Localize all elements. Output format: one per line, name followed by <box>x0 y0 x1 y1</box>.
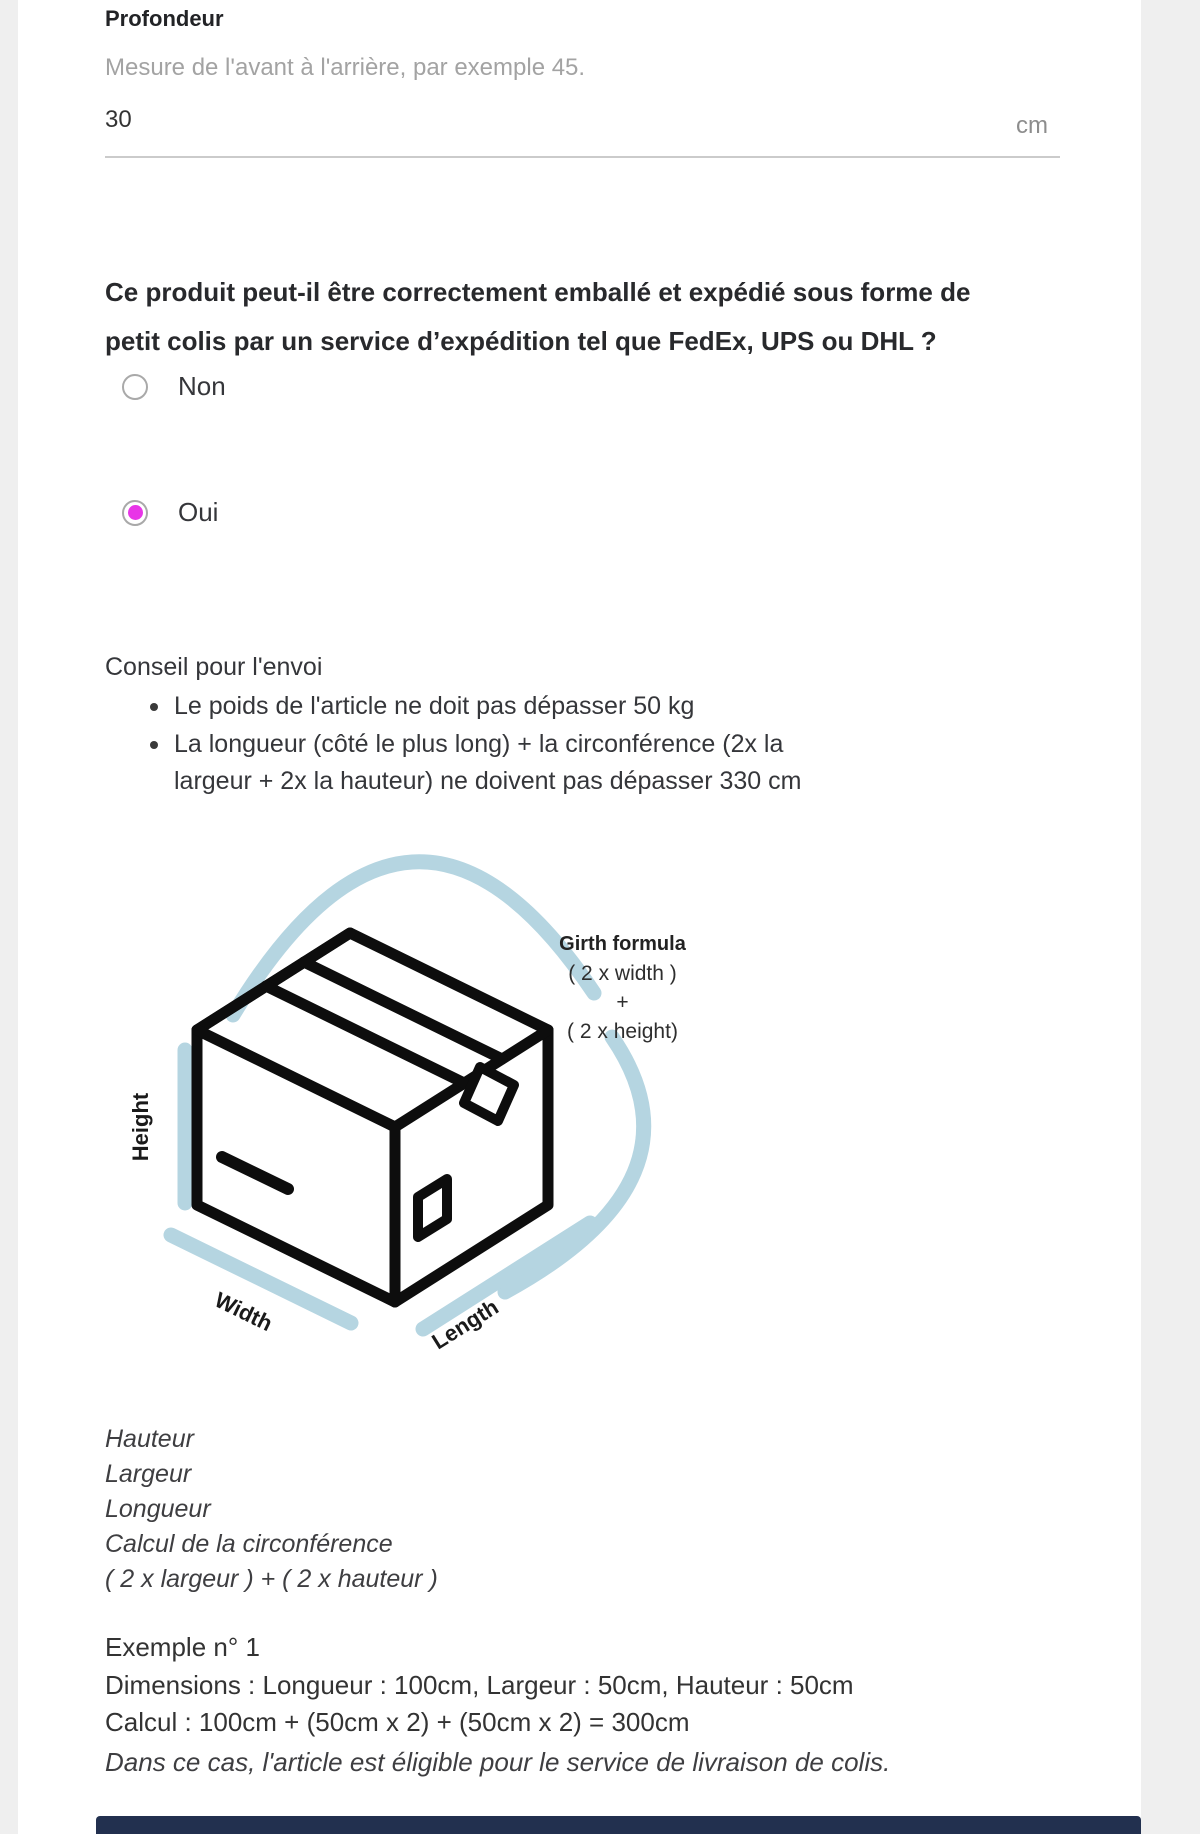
translation-line: Calcul de la circonférence <box>105 1530 393 1558</box>
example-note: Dans ce cas, l'article est éligible pour le service de livraison de colis. <box>105 1747 891 1777</box>
advice-item: La longueur (côté le plus long) + la circonférence (2x la largeur + 2x la hauteur) ne doivent pas dépasser 330 cm <box>148 726 864 800</box>
depth-input-underline <box>105 156 1060 158</box>
radio-option-non[interactable] <box>122 371 226 402</box>
girth-formula-line: ( 2 x height) <box>567 1020 678 1043</box>
radio-option-oui[interactable] <box>122 497 218 528</box>
length-guide-line <box>423 1223 590 1329</box>
example-title: Exemple n° 1 <box>105 1632 260 1662</box>
depth-unit-label: cm <box>1016 112 1048 139</box>
depth-field-label: Profondeur <box>105 6 224 31</box>
depth-field-helper: Mesure de l'avant à l'arrière, par exemple 45. <box>105 54 586 81</box>
example-dimensions: Dimensions : Longueur : 100cm, Largeur : 50cm, Hauteur : 50cm <box>105 1670 854 1700</box>
translation-line: ( 2 x largeur ) + ( 2 x hauteur ) <box>105 1565 438 1593</box>
translation-block <box>105 1422 438 1597</box>
translation-line: Hauteur <box>105 1425 194 1453</box>
primary-button-partial[interactable] <box>96 1816 1141 1834</box>
advice-list <box>148 688 864 801</box>
height-label: Height <box>128 1092 153 1162</box>
radio-label-non[interactable]: Non <box>178 371 226 401</box>
radio-label-oui[interactable]: Oui <box>178 497 219 527</box>
example-calculation: Calcul : 100cm + (50cm x 2) + (50cm x 2) = 300cm <box>105 1707 690 1737</box>
width-label: Width <box>210 1287 277 1337</box>
radio-circle-oui[interactable] <box>122 500 148 526</box>
girth-formula-line: + <box>616 991 629 1014</box>
girth-formula-title: Girth formula <box>559 933 686 955</box>
depth-input[interactable] <box>105 106 1060 134</box>
girth-arc-right <box>505 1037 644 1292</box>
translation-line: Largeur <box>105 1460 192 1488</box>
advice-item: Le poids de l'article ne doit pas dépasser 50 kg <box>148 688 864 725</box>
translation-line: Longueur <box>105 1495 211 1523</box>
package-question: Ce produit peut-il être correctement emballé et expédié sous forme de petit colis par un service d’expédition tel que FedEx, UPS ou DHL ? <box>105 277 971 356</box>
radio-circle-non[interactable] <box>122 374 148 400</box>
girth-formula-line: ( 2 x width ) <box>568 962 677 985</box>
advice-title: Conseil pour l'envoi <box>105 653 323 681</box>
parcel-diagram <box>100 845 720 1355</box>
girth-formula-block <box>520 930 725 1046</box>
length-label: Length <box>427 1294 503 1355</box>
